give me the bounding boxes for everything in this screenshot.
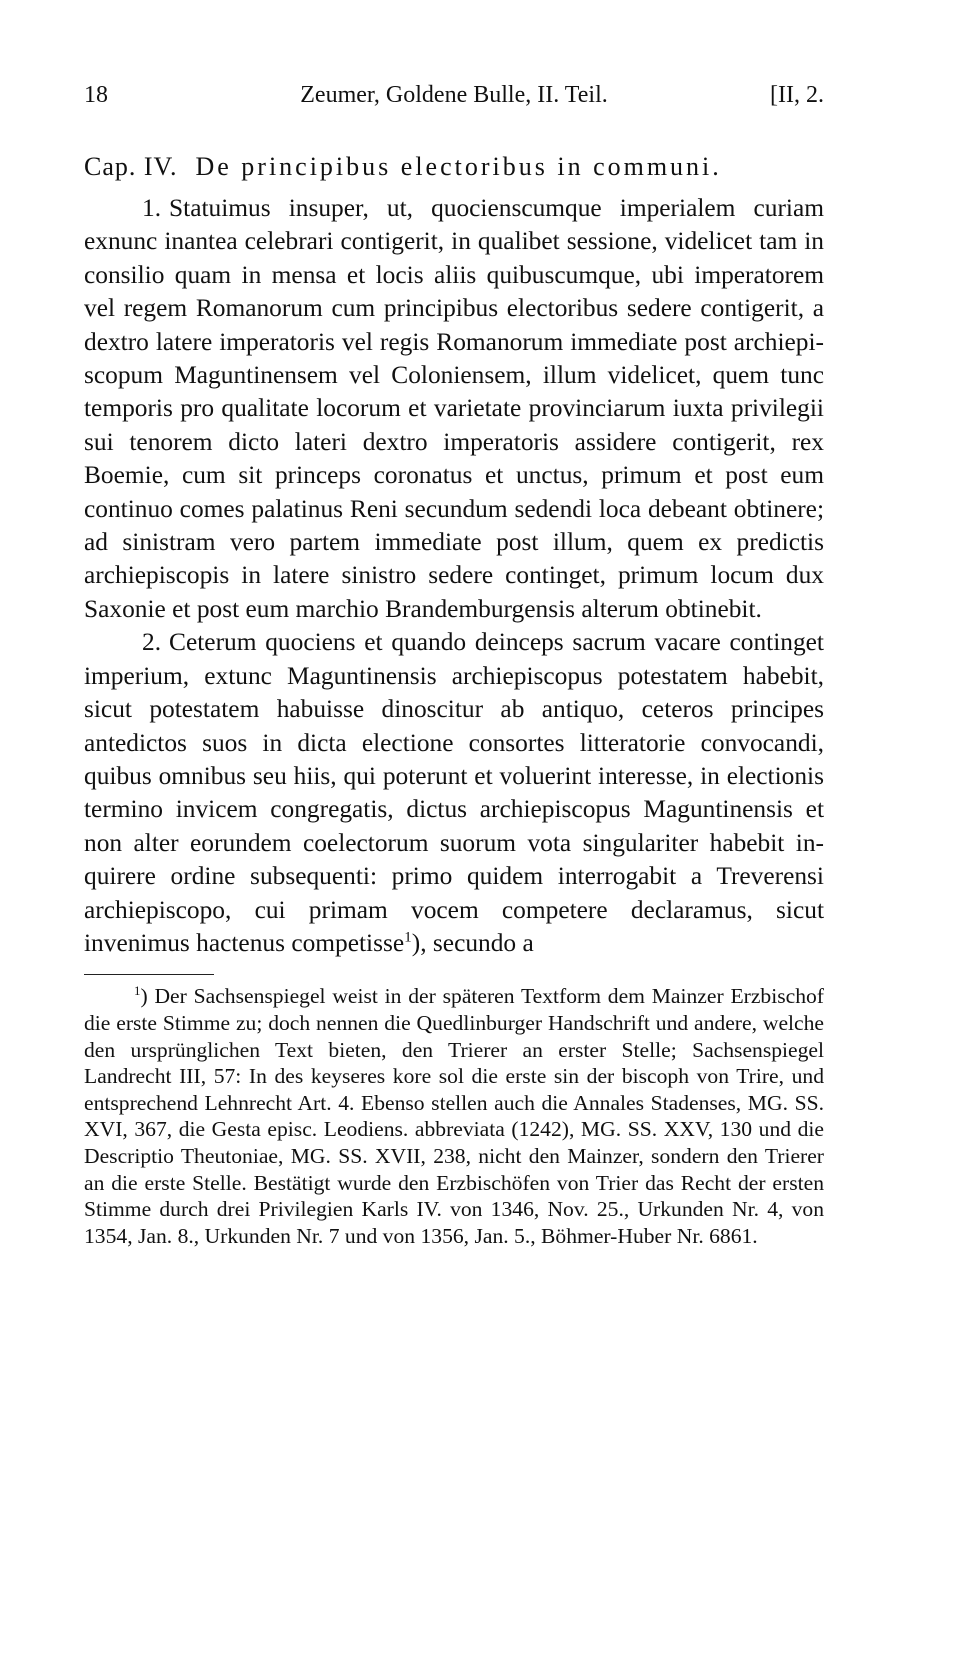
paragraph-number: 1. <box>142 194 162 222</box>
paragraph-text: Statuimus insuper, ut, quocienscumque imperialem curiam exnunc inantea celebrari contigerit, in qualibet sessione, videlicet tam in consilio quam in mensa et locis aliis quibuscumque, ubi imperatorem vel regem Romanorum cum principibus electoribus sedere contigerit, a dextro latere imperatoris vel regis Romanorum immediate post archiepiscopum Maguntinensem vel Coloniensem, illum videlicet, quem tunc temporis pro qualitate locorum et varietate provinciarum iuxta privilegii sui tenorem dicto lateri dextro imperatoris assidere contigerit, rex Boemie, cum sit princeps coronatus et unctus, primum et post eum continuo comes palatinus Reni secundum sedendi loca debeant obtinere; ad sinistram vero partem immediate post illum, quem ex predictis archiepiscopis in latere sinistro sedere continget, primum locum dux Saxonie et post eum marchio Brandemburgensis alterum obtinebit. <box>84 194 824 623</box>
paragraph-number: 2. <box>142 628 162 657</box>
footnote-text: ) Der Sachsenspiegel weist in der späteren Textform dem Mainzer Erzbischof die erste Stimme zu; doch nennen die Quedlinburger Handschrift und andere, welche den ursprünglichen Text bieten, den Trierer an erster Stelle; Sachsenspiegel Landrecht III, 57: In des keyseres kore sol die erste sin der biscoph von Trire, und entsprechend Lehnrecht Art. 4. Ebenso stellen auch die Annales Stadenses, MG. SS. XVI, 367, die Gesta episc. Leodiens. abbreviata (1242), MG. SS. XXV, 130 und die Descriptio Theutoniae, MG. SS. XVII, 238, nicht den Mainzer, sondern den Trierer an die erste Stelle. Bestätigt wurde den Erzbischöfen von Trier das Recht der ersten Stimme durch drei Privilegien Karls IV. von 1346, Nov. 25., Urkunden Nr. 4, von 1354, Jan. 8., Urkunden Nr. 7 und von 1356, Jan. 5., Böhmer-Huber Nr. 6861. <box>84 984 824 1248</box>
paragraph-text-continued: ), secundo a <box>411 928 534 957</box>
running-title: Zeumer, Goldene Bulle, II. Teil. <box>300 82 608 108</box>
chapter-title: De principibus electoribus in communi. <box>195 152 722 181</box>
signature-mark: [II, 2. <box>770 82 824 108</box>
main-text <box>84 192 824 960</box>
chapter-label: Cap. IV. <box>84 152 178 181</box>
paragraph-2 <box>84 626 824 960</box>
footnote-marker: 1 <box>134 983 141 999</box>
chapter-heading <box>84 152 824 182</box>
page-number: 18 <box>84 82 108 108</box>
footnote-reference: 1 <box>404 928 412 946</box>
paragraph-text: Ceterum quociens et quando deinceps sacrum vacare continget imperium, extunc Maguntinensis archiepiscopus potestatem habebit, sicut potestatem habuisse dinoscitur ab antiquo, ceteros principes antedictos suos in dicta electione consortes litteratorie convocandi, quibus omnibus seu hiis, qui poterunt et voluerint interesse, in electionis termino invicem congregatis, dictus archiepiscopus Maguntinensis et non alter eorundem coelectorum suorum vota singulariter habebit inquirere ordine subsequenti: primo quidem interrogabit a Treverensi archiepiscopo, cui primam vocem competere declaramus, sicut invenimus hactenus competisse <box>84 628 824 957</box>
document-page <box>84 78 824 1249</box>
running-head <box>84 78 824 114</box>
paragraph-1 <box>84 192 824 626</box>
footnote-1 <box>84 983 824 1249</box>
footnote-separator <box>84 974 214 975</box>
